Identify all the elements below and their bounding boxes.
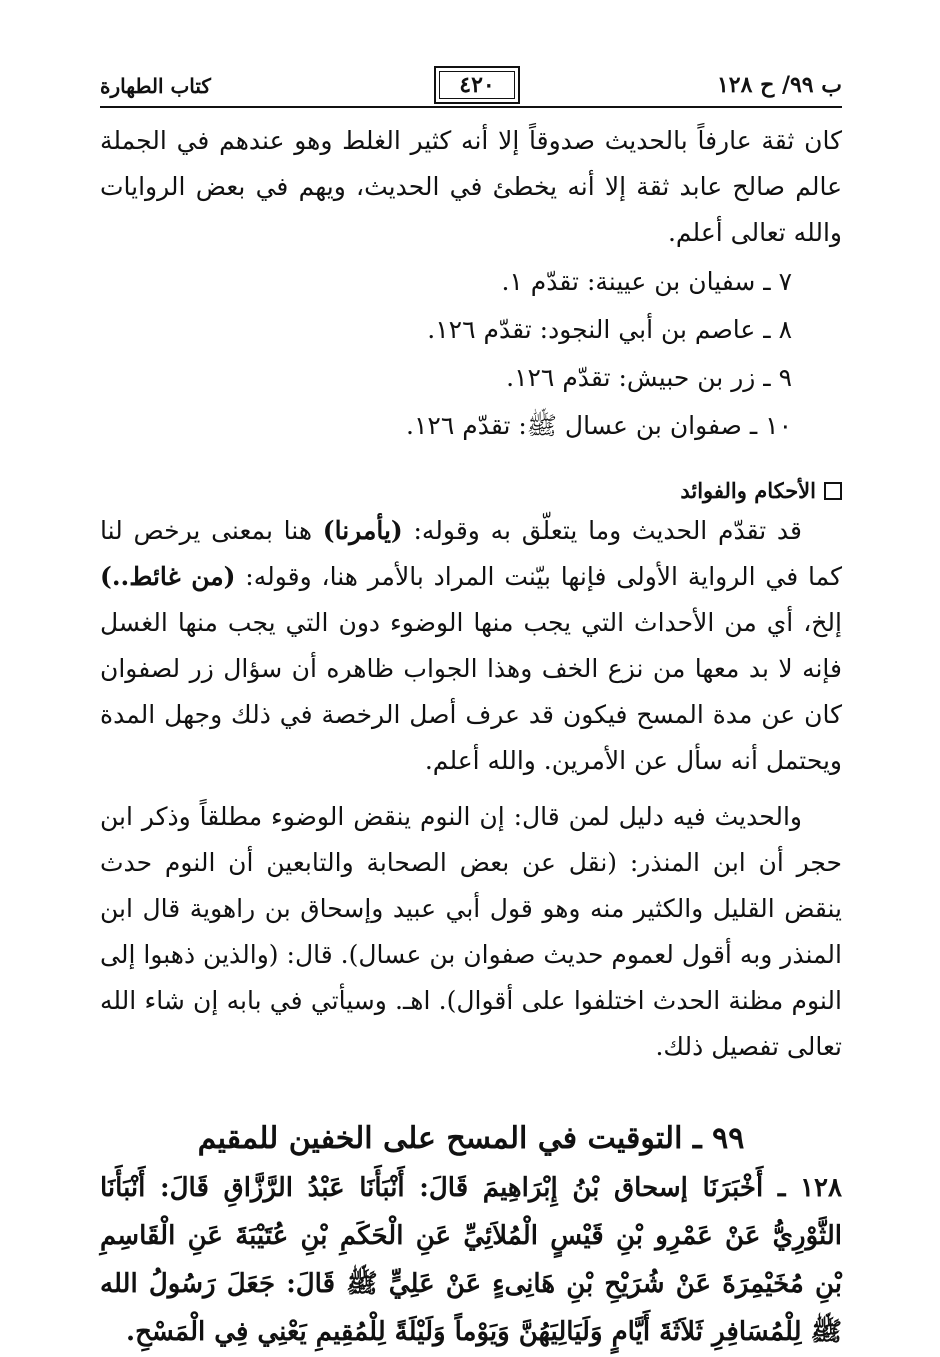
- hadith-reference: ب ٩٩/ ح ١٢٨: [716, 72, 842, 98]
- quoted-word: (يأمرنا): [322, 516, 403, 545]
- section-heading: [100, 474, 842, 508]
- intro-line-3: تعالى أعلم.: [667, 218, 786, 247]
- text-run: إلخ، أي من الأحداث التي يجب منها الوضوء دون التي يجب منها الغسل فإنه لا بد معها من نزع الخف وهذا الجواب ظاهره أن سؤال زر لصفوان كان عن مدة المسح فيكون قد عرف أصل الرخصة في ذلك وجهل المدة ويحتمل أنه سأل عن الأمرين. والله أعلم.: [100, 608, 842, 775]
- narrator-item: ٩ ـ زر بن حبيش: تقدّم ١٢٦.: [506, 363, 792, 392]
- square-bullet-icon: [824, 482, 842, 500]
- hadith-text: ١٢٨ ـ أَخْبَرَنَا إسحاق بْنُ إِبْرَاهِيمَ قَالَ: أَنْبَأَنَا عَبْدُ الرَّزَّاقِ قَالَ: أَنْبَأَنَا الثَّوْرِيُّ عَنْ عَمْرِو بْنِ قَيْسٍ الْمُلاَئِيِّ عَنِ الْحَكَمِ بْنِ عُتَيْبَةَ عَنِ الْقَاسِمِ بْنِ مُخَيْمِرَةَ عَنْ شُرَيْحِ بْنِ هَانِىءٍ عَنْ عَلِيٍّ ﷺ قَالَ: جَعَلَ رَسُولُ الله ﷺ لِلْمُسَافِرِ ثَلاَثَةَ أَيَّامٍ وَلَيَالِيَهُنَّ وَيَوْماً وَلَيْلَةً لِلْمُقِيمِ يَعْنِي فِي الْمَسْحِ.: [100, 1173, 842, 1347]
- text-run: هنا بمعنى يرخص لنا كما في الرواية الأولى فإنها بيّنت المراد بالأمر هنا، وقوله:: [100, 516, 842, 591]
- section-title: الأحكام والفوائد: [680, 478, 816, 503]
- narrator-list: [100, 258, 842, 450]
- narrator-item: ٧ ـ سفيان بن عيينة: تقدّم ١.: [501, 267, 792, 296]
- narrator-item: ٨ ـ عاصم بن أبي النجود: تقدّم ١٢٦.: [427, 315, 792, 344]
- page-body: [100, 118, 842, 1356]
- book-title: كتاب الطهارة: [100, 74, 211, 98]
- page-header: [100, 66, 842, 110]
- quoted-word: (من غائط..): [100, 562, 236, 591]
- rulings-paragraph: [100, 508, 842, 784]
- narrator-item: ١٠ ـ صفوان بن عسال ﷺ: تقدّم ١٢٦.: [406, 411, 792, 440]
- text-run: قد تقدّم الحديث وما يتعلّق به وقوله:: [402, 516, 802, 545]
- intro-line-1: كان ثقة عارفاً بالحديث صدوقاً إلا أنه كثير الغلط وهو عندهم في الجملة عالم: [100, 126, 842, 201]
- chapter-title: ٩٩ ـ التوقيت في المسح على الخفين للمقيم: [197, 1121, 745, 1156]
- header-rule: [100, 106, 842, 108]
- intro-paragraph: [100, 118, 842, 256]
- intro-line-2: صالح عابد ثقة إلا أنه يخطئ في الحديث، ويهم في بعض الروايات والله: [100, 172, 842, 247]
- sleep-paragraph: والحديث فيه دليل لمن قال: إن النوم ينقض الوضوء مطلقاً وذكر ابن حجر أن ابن المنذر: (نقل عن بعض الصحابة والتابعين أن النوم حدث ينقض القليل والكثير منه وهو قول أبي عبيد وإسحاق بن راهوية قال ابن المنذر وبه أقول لعموم حديث صفوان بن عسال). قال: (والذين ذهبوا إلى النوم مظنة الحدث اختلفوا على أقوال). اهـ. وسيأتي في بابه إن شاء الله تعالى تفصيل ذلك.: [100, 802, 842, 1061]
- page-number: ٤٢٠: [434, 66, 520, 104]
